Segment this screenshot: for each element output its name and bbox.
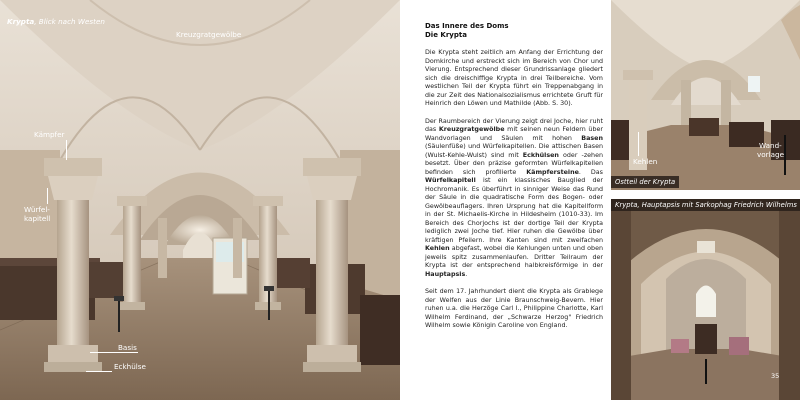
apse-photo-caption: Krypta, Hauptapsis mit Sarkophag Friedrich Wilhelms [611,199,800,211]
paragraph-1: Die Krypta steht zeitlich am Anfang der Errichtung der Domkirche und erstreckt sich im Bereich von Chor und Vierung. Entsprechend dieser Grundrissanlage gliedert sich die dreischiffige Krypta in drei Teilbereiche. Vom westlichen Teil der Krypta führt ein Treppenabgang in die zur Zeit des Nationalsozialismus errichtete Gruft für Heinrich den Löwen und Mathilde (Abb. S. 30). [425,49,603,107]
kehlen-pointer [638,132,639,156]
label-capital-1: Würfel- [24,205,50,214]
label-kehlen: Kehlen [633,157,658,166]
article-text [425,22,603,331]
crypt-east-photo [611,0,800,190]
label-wall-pier-2: vorlage [757,150,784,159]
label-impost: Kämpfer [34,130,65,139]
base-pointer [90,352,138,353]
page-number: 35 [771,372,780,380]
subsection-heading: Die Krypta [425,31,467,39]
crypt-apse-photo [611,199,800,400]
spur-pointer [86,371,112,372]
label-vault: Kreuzgratgewölbe [176,30,242,39]
capital-pointer [47,188,48,204]
section-heading: Das Innere des Doms [425,22,509,30]
label-capital-2: kapitell [24,214,51,223]
impost-pointer [66,140,67,160]
east-photo-caption: Ostteil der Krypta [611,176,679,188]
label-spur: Eckhülse [114,362,146,371]
crypt-apse-illustration [611,199,800,400]
paragraph-2: Der Raumbereich der Vierung zeigt drei Joche, hier ruht das Kreuzgratgewölbe mit seinen neun Feldern über Wandvorlagen und Säulen mit hohen Basen (Säulenfüße) und Würfelkapitellen. Die attischen Basen (Wulst-Kehle-Wulst) sind mit Eckhülsen oder -zehen besetzt. Über den präzise geformten Würfelkapitellen befinden sich profilierte Kämpfersteine. Das Würfelkapitell ist ein klassisches Bauglied der Hochromanik. Es überführt in sinniger Weise das Rund der Säule in die quadratische Form des Bogen- oder Gewölbeauflagers. Ihren Ursprung hat die Kapitellform in der St. Michaelis-Kirche in Hildesheim (1010-33). Im Bereich des Chorjochs ist der dortige Teil der Krypta lediglich zwei Joche tief. Hier ruhen die Gewölbe über kräftigen Pfeilern. Ihre Kanten sind mit zweifachen Kehlen abgefast, wobei die Kehlungen unten und oben jeweils spitz zusammenlaufen. Dritter Teilraum der Krypta ist der entsprechend halbkreisförmige in der Hauptapsis. [425,117,604,278]
paragraph-3: Seit dem 17. Jahrhundert dient die Krypta als Grablege der Welfen aus der Linie Braunschweig-Bevern. Hier ruhen u.a. die Herzöge Carl I., Philippine Charlotte, Karl Wilhelm Ferdinand, der „Schwarze Herzog" Friedrich Wilhelm sowie Königin Caroline von England. [425,288,603,329]
label-wall-pier-1: Wand- [759,141,782,150]
label-base: Basis [118,343,137,352]
left-photo-caption: Krypta, Blick nach Westen [7,17,105,26]
